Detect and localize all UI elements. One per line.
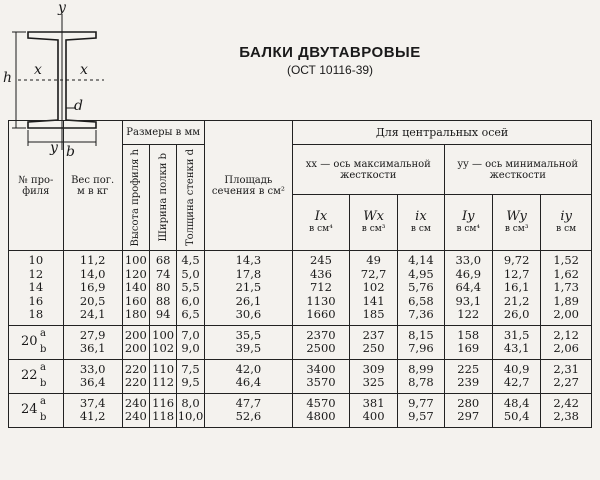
value-d: 6,5 <box>181 307 200 321</box>
value-ix: 3400 <box>306 361 336 376</box>
value-iy: 2,31 <box>553 361 579 376</box>
value-wy: 26,0 <box>503 307 530 321</box>
cell-iy <box>444 325 492 359</box>
value-wy: 50,4 <box>503 409 530 423</box>
sketch-label-x-left: x <box>34 62 42 78</box>
value-b: 116 <box>152 395 175 410</box>
profile-sub-b: b <box>40 343 47 355</box>
cell-area <box>204 359 292 393</box>
value-iy: 46,9 <box>455 266 482 281</box>
value-wy: 9,72 <box>503 253 530 267</box>
cell-wy <box>492 251 540 326</box>
page-title: БАЛКИ ДВУТАВРОВЫЕ <box>239 44 421 61</box>
value-weight: 11,2 <box>79 253 106 267</box>
value-area: 30,6 <box>235 307 262 321</box>
value-d: 5,5 <box>181 280 200 294</box>
value-ix: 4800 <box>306 409 336 423</box>
value-wx: 381 <box>362 395 385 410</box>
header-Wy: Wy в см³ <box>492 195 540 251</box>
value-area: 26,1 <box>235 293 262 308</box>
profile-sub-b: b <box>40 377 47 389</box>
value-wx: 309 <box>362 361 385 376</box>
value-ix: 3570 <box>306 375 336 389</box>
value-ix: 8,15 <box>408 327 434 342</box>
value-d: 8,0 <box>181 395 200 410</box>
value-ix: 436 <box>309 266 332 281</box>
value-h: 240 <box>124 395 147 410</box>
cell-iy <box>541 359 592 393</box>
header-dimensions: Размеры в мм <box>122 121 204 145</box>
value-iy: 33,0 <box>455 253 482 267</box>
value-wy: 16,1 <box>503 280 530 294</box>
value-wx: 72,7 <box>360 266 387 281</box>
cell-weight <box>63 325 122 359</box>
value-b: 94 <box>155 307 171 321</box>
value-h: 180 <box>124 307 147 321</box>
value-b: 88 <box>155 293 171 308</box>
cell-h <box>122 393 149 427</box>
header-Ix: Ix в см⁴ <box>293 195 350 251</box>
value-b: 74 <box>155 266 171 281</box>
table-row <box>9 251 592 326</box>
value-wx: 400 <box>362 409 385 423</box>
value-b: 80 <box>155 280 171 294</box>
value-wx: 102 <box>362 280 385 294</box>
cell-d <box>177 359 204 393</box>
profile-sub-a: a <box>40 395 46 407</box>
cell-ix <box>293 325 350 359</box>
title-block <box>200 44 460 77</box>
value-iy: 225 <box>457 361 480 376</box>
cell-ix <box>398 359 444 393</box>
cell-iy <box>541 393 592 427</box>
value-wy: 42,7 <box>503 375 530 389</box>
value-wx: 49 <box>366 253 381 267</box>
profile-number: 12 <box>28 266 44 281</box>
value-weight: 37,4 <box>79 395 106 410</box>
cell-area <box>204 325 292 359</box>
value-ix: 2500 <box>306 341 336 355</box>
value-iy: 2,38 <box>553 409 579 423</box>
profile-number: 14 <box>28 280 44 294</box>
cell-wy <box>492 325 540 359</box>
value-d: 10,0 <box>177 409 204 423</box>
cell-weight <box>63 359 122 393</box>
cell-wx <box>349 393 397 427</box>
cell-b <box>149 325 176 359</box>
cell-iy <box>444 359 492 393</box>
value-iy: 1,73 <box>553 280 579 294</box>
cell-wy <box>492 359 540 393</box>
header-central-axes: Для центральных осей <box>293 121 592 145</box>
value-d: 6,0 <box>181 293 200 308</box>
value-weight: 41,2 <box>79 409 106 423</box>
value-d: 4,5 <box>181 253 200 267</box>
cell-b <box>149 393 176 427</box>
value-b: 68 <box>155 253 171 267</box>
header-ix: ix в см <box>398 195 444 251</box>
cell-d <box>177 251 204 326</box>
value-iy: 93,1 <box>455 293 482 308</box>
profile-cell <box>9 359 64 393</box>
value-iy: 2,00 <box>553 307 579 321</box>
profile-cell <box>9 325 64 359</box>
value-d: 9,0 <box>181 341 200 355</box>
profile-sub-b: b <box>40 411 47 423</box>
value-weight: 20,5 <box>79 293 106 308</box>
value-iy: 239 <box>457 375 480 389</box>
cell-iy <box>444 251 492 326</box>
value-ix: 9,57 <box>408 409 434 423</box>
value-area: 17,8 <box>235 266 262 281</box>
cell-ix <box>398 393 444 427</box>
value-wy: 40,9 <box>503 361 530 376</box>
cell-ix <box>293 393 350 427</box>
value-wx: 250 <box>362 341 385 355</box>
cell-b <box>149 359 176 393</box>
header-dim-d: Толщина стенки d <box>177 145 204 251</box>
value-area: 35,5 <box>235 327 262 342</box>
value-iy: 64,4 <box>455 280 482 294</box>
profile-number: 16 <box>28 293 44 308</box>
table-row <box>9 359 592 393</box>
cell-ix <box>398 251 444 326</box>
value-iy: 2,06 <box>553 341 579 355</box>
value-ix: 5,76 <box>408 280 434 294</box>
profile-sub-a: a <box>40 361 46 373</box>
value-weight: 36,4 <box>79 375 106 389</box>
value-ix: 4,95 <box>408 266 434 281</box>
cell-iy <box>541 325 592 359</box>
value-weight: 24,1 <box>79 307 106 321</box>
value-h: 220 <box>124 361 147 376</box>
sketch-label-x-right: x <box>80 62 88 78</box>
value-ix: 4,14 <box>408 253 434 267</box>
cell-b <box>149 251 176 326</box>
cell-iy <box>541 251 592 326</box>
value-d: 5,0 <box>181 266 200 281</box>
cell-h <box>122 251 149 326</box>
value-ix: 8,78 <box>408 375 434 389</box>
value-weight: 27,9 <box>79 327 106 342</box>
value-iy: 2,12 <box>553 327 579 342</box>
table-row <box>9 325 592 359</box>
sketch-label-y-bottom: y <box>50 140 58 156</box>
value-iy: 169 <box>457 341 480 355</box>
value-area: 52,6 <box>235 409 262 423</box>
value-wx: 141 <box>362 293 385 308</box>
value-ix: 1130 <box>306 293 336 308</box>
header-Iy: Iy в см⁴ <box>444 195 492 251</box>
value-b: 110 <box>152 361 175 376</box>
cell-h <box>122 359 149 393</box>
cell-wy <box>492 393 540 427</box>
cell-ix <box>398 325 444 359</box>
cell-wx <box>349 251 397 326</box>
profile-number: 10 <box>28 253 44 267</box>
value-h: 140 <box>124 280 147 294</box>
cell-area <box>204 251 292 326</box>
profile-profile-num: 20 <box>21 333 38 349</box>
value-iy: 2,27 <box>553 375 579 389</box>
value-area: 14,3 <box>235 253 262 267</box>
value-b: 112 <box>152 375 175 389</box>
value-ix: 7,36 <box>408 307 434 321</box>
value-weight: 36,1 <box>79 341 106 355</box>
value-h: 160 <box>124 293 147 308</box>
value-ix: 245 <box>309 253 332 267</box>
value-d: 7,5 <box>181 361 200 376</box>
value-iy: 2,42 <box>553 395 579 410</box>
value-weight: 14,0 <box>79 266 106 281</box>
value-wx: 185 <box>362 307 385 321</box>
cell-area <box>204 393 292 427</box>
header-xx-axis: xx — ось максимальной жесткости <box>293 145 444 195</box>
sketch-label-d: d <box>74 98 83 114</box>
value-ix: 4570 <box>306 395 336 410</box>
profile-number: 18 <box>28 307 44 321</box>
value-d: 9,5 <box>181 375 200 389</box>
header-weight: Вес пог. м в кг <box>63 121 122 251</box>
header-profile: № про- филя <box>9 121 64 251</box>
value-h: 220 <box>124 375 147 389</box>
value-h: 240 <box>124 409 147 423</box>
profile-cell <box>9 251 64 326</box>
cell-ix <box>293 251 350 326</box>
value-iy: 1,62 <box>553 266 579 281</box>
value-iy: 122 <box>457 307 480 321</box>
value-area: 42,0 <box>235 361 262 376</box>
value-b: 118 <box>152 409 175 423</box>
header-area: Площадь сечения в см² <box>204 121 292 251</box>
value-h: 200 <box>124 327 147 342</box>
value-wx: 237 <box>362 327 385 342</box>
value-ix: 9,77 <box>408 395 434 410</box>
sketch-label-b: b <box>66 144 75 160</box>
value-wy: 12,7 <box>503 266 530 281</box>
value-b: 100 <box>152 327 175 342</box>
value-wx: 325 <box>362 375 385 389</box>
value-ix: 7,96 <box>408 341 434 355</box>
header-Wx: Wx в см³ <box>349 195 397 251</box>
cell-wx <box>349 359 397 393</box>
value-iy: 158 <box>457 327 480 342</box>
cell-weight <box>63 251 122 326</box>
cell-ix <box>293 359 350 393</box>
profile-profile-num: 22 <box>21 367 38 383</box>
value-ix: 6,58 <box>408 293 434 308</box>
value-iy: 297 <box>457 409 480 423</box>
value-h: 120 <box>124 266 147 281</box>
table-row <box>9 393 592 427</box>
value-area: 21,5 <box>235 280 262 294</box>
value-wy: 48,4 <box>503 395 530 410</box>
cell-weight <box>63 393 122 427</box>
value-weight: 16,9 <box>79 280 106 294</box>
value-h: 100 <box>124 253 147 267</box>
header-yy-axis: yy — ось минимальной жесткости <box>444 145 591 195</box>
value-iy: 1,52 <box>553 253 579 267</box>
value-ix: 712 <box>309 280 332 294</box>
sketch-label-h: h <box>3 70 13 86</box>
value-ix: 1660 <box>306 307 336 321</box>
value-h: 200 <box>124 341 147 355</box>
value-iy: 1,89 <box>553 293 579 308</box>
header-dim-h: Высота профиля h <box>122 145 149 251</box>
header-iy: iy в см <box>541 195 592 251</box>
value-wy: 31,5 <box>503 327 530 342</box>
value-iy: 280 <box>457 395 480 410</box>
cell-d <box>177 325 204 359</box>
profile-sub-a: a <box>40 327 46 339</box>
value-area: 39,5 <box>235 341 262 355</box>
value-weight: 33,0 <box>79 361 106 376</box>
value-wy: 21,2 <box>503 293 530 308</box>
cell-wx <box>349 325 397 359</box>
beam-table <box>8 120 592 428</box>
value-b: 102 <box>152 341 175 355</box>
cell-iy <box>444 393 492 427</box>
value-area: 47,7 <box>235 395 262 410</box>
value-wy: 43,1 <box>503 341 530 355</box>
cell-d <box>177 393 204 427</box>
profile-profile-num: 24 <box>21 401 38 417</box>
value-ix: 2370 <box>306 327 336 342</box>
page-subtitle: (ОСТ 10116-39) <box>286 63 374 77</box>
header-dim-b: Ширина полки b <box>149 145 176 251</box>
sketch-label-y-top: y <box>58 0 66 16</box>
profile-cell <box>9 393 64 427</box>
cell-h <box>122 325 149 359</box>
value-area: 46,4 <box>235 375 262 389</box>
value-ix: 8,99 <box>408 361 434 376</box>
value-d: 7,0 <box>181 327 200 342</box>
